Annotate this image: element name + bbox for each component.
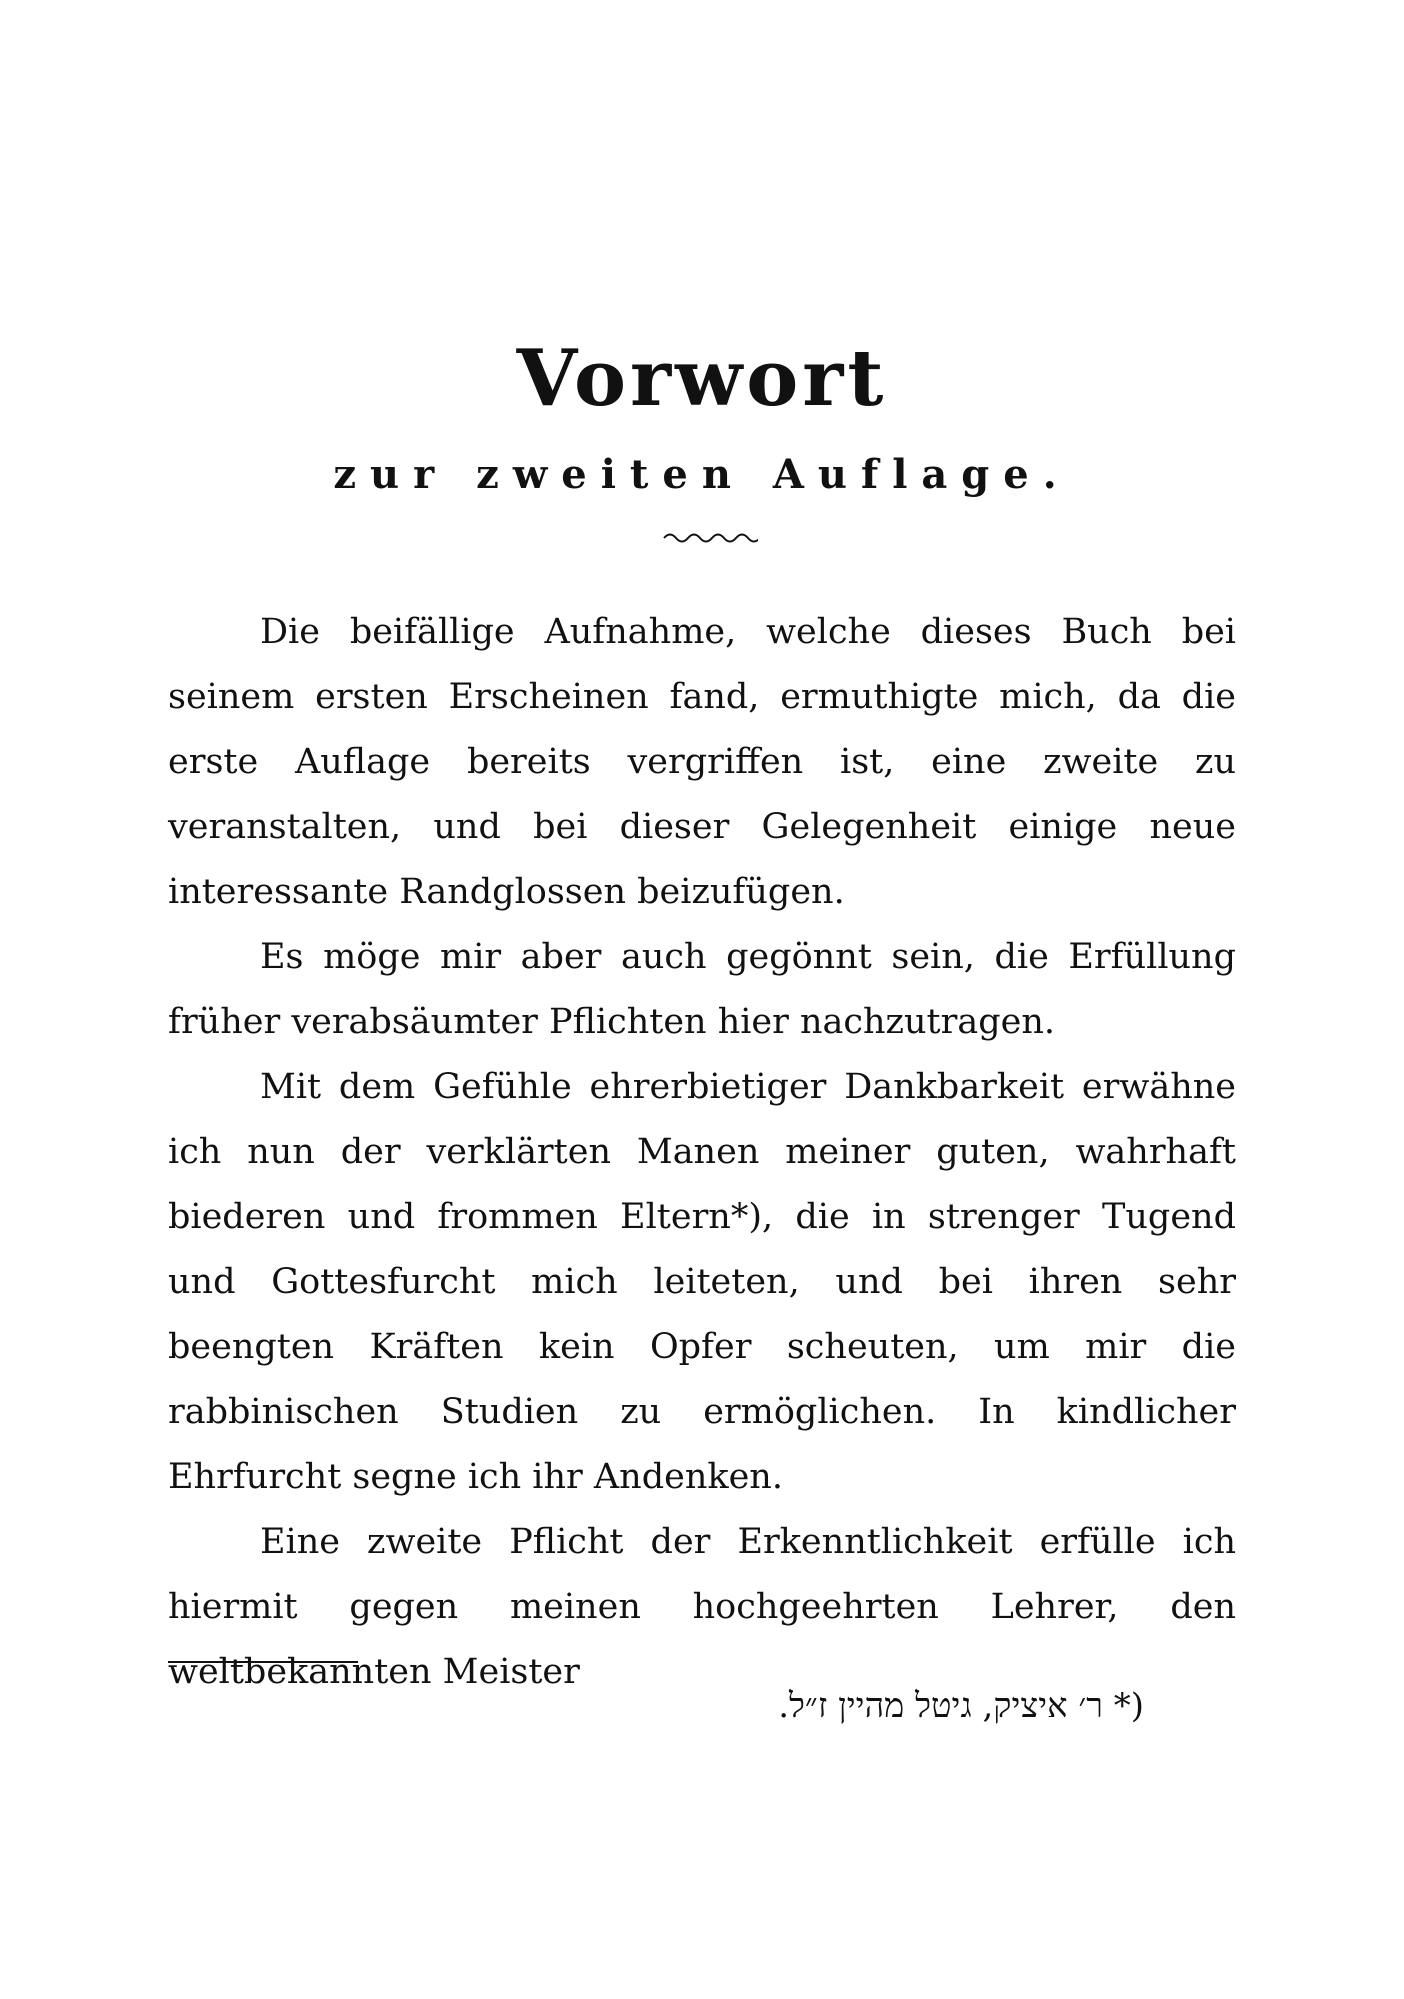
paragraph-3: Mit dem Gefühle ehrerbietiger Dankbarkeit erwähne ich nun der verklärten Manen meiner guten, wahrhaft biederen und frommen Eltern*), die in strenger Tugend und Gottesfurcht mich leiteten, und bei ihren sehr beengten Kräften kein Opfer scheuten, um mir die rabbinischen Studien zu ermöglichen. In kindlicher Ehrfurcht segne ich ihr Andenken. xyxy=(168,1067,1236,1497)
footnote-divider xyxy=(168,1661,358,1663)
paragraph-1: Die beifällige Aufnahme, welche dieses Buch bei seinem ersten Erscheinen fand, ermuthigte mich, da die erste Auflage bereits vergriffen ist, eine zweite zu veranstalten, und bei dieser Gelegenheit einige neue interessante Randglossen beizufügen. xyxy=(168,612,1236,912)
wave-ornament-icon xyxy=(662,530,758,546)
page-subtitle: zur zweiten Auflage. xyxy=(333,451,1071,498)
footnote-marker: *) xyxy=(1113,1686,1144,1726)
paragraph-2: Es möge mir aber auch gegönnt sein, die Erfüllung früher verabsäumter Pflichten hier nachzutragen. xyxy=(168,937,1236,1042)
page-title: Vorwort xyxy=(516,333,888,424)
paragraph-4: Eine zweite Pflicht der Erkenntlichkeit erfülle ich hiermit gegen meinen hochgeehrten Lehrer, den weltbekannten Meister xyxy=(168,1522,1236,1692)
footnote xyxy=(778,1686,1144,1727)
footnote-text: ר׳ איציק, גיטל מהיין ז״ל. xyxy=(778,1686,1103,1726)
preface-body xyxy=(168,600,1236,1705)
